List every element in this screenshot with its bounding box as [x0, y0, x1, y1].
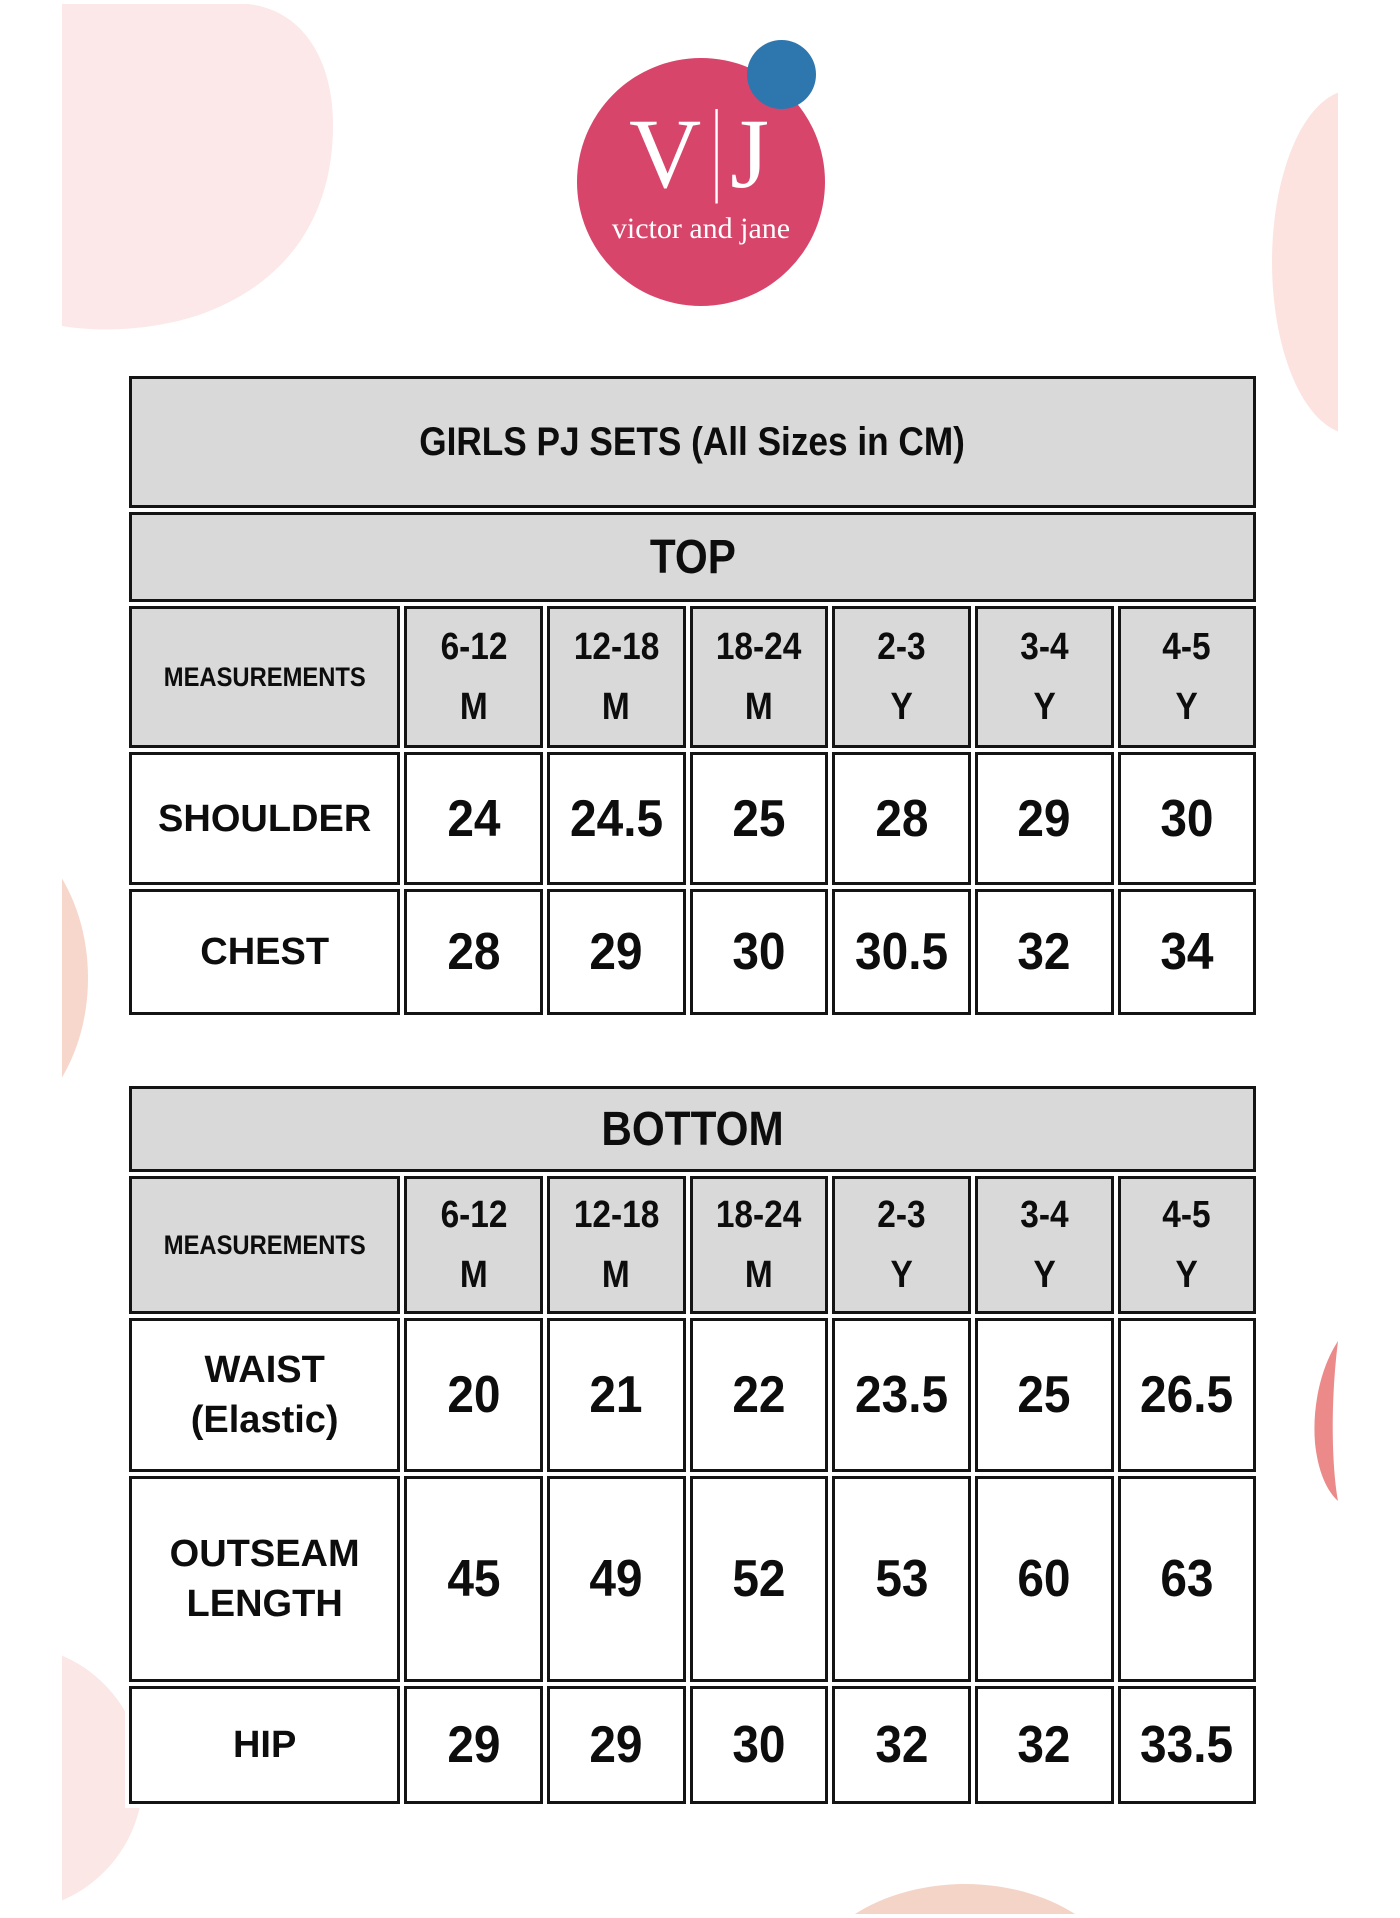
measurement-value: 33.5 [1140, 1716, 1234, 1774]
size-header-cell [547, 1176, 686, 1314]
measurement-value: 20 [447, 1366, 501, 1424]
section-header-bottom [129, 1086, 1256, 1172]
value-cell [1118, 1476, 1256, 1682]
row-label: WAIST [204, 1349, 325, 1391]
size-header-cell [1118, 606, 1256, 748]
measurement-value: 26.5 [1140, 1366, 1234, 1424]
section-header-top [129, 512, 1256, 602]
row-label-cell [129, 1476, 400, 1682]
decor-dome-bottom-icon [798, 1884, 1132, 1918]
logo-monogram-divider: | [712, 89, 724, 204]
measurement-value: 28 [874, 789, 929, 848]
measurement-value: 30 [732, 923, 786, 981]
measurement-value: 25 [732, 789, 786, 848]
row-sublabel: LENGTH [186, 1583, 343, 1625]
size-header-cell [832, 1176, 971, 1314]
value-cell [404, 889, 543, 1015]
row-label-cell [129, 1318, 400, 1472]
size-unit: Y [1033, 686, 1056, 728]
value-cell [832, 1686, 971, 1804]
size-unit: M [459, 1254, 488, 1296]
size-range: 4-5 [1162, 1194, 1211, 1236]
size-range: 3-4 [1020, 1194, 1069, 1236]
size-range: 2-3 [877, 1194, 926, 1236]
measurement-value: 22 [732, 1366, 786, 1424]
section-title: BOTTOM [601, 1102, 784, 1156]
measurement-value: 32 [1017, 923, 1071, 981]
measurements-label: MEASUREMENTS [163, 661, 366, 692]
measurement-value: 30 [732, 1716, 786, 1774]
value-cell [690, 1318, 829, 1472]
size-unit: Y [1175, 686, 1198, 728]
measurement-value: 24.5 [569, 789, 663, 848]
size-range: 12-18 [573, 626, 660, 668]
measurement-value: 30 [1160, 789, 1214, 848]
decor-crescent-right-red-icon [1314, 1341, 1338, 1501]
value-cell [547, 889, 686, 1015]
row-label-cell [129, 889, 400, 1015]
measurement-value: 23.5 [855, 1366, 949, 1424]
value-cell [690, 752, 829, 885]
chart-title-cell [129, 376, 1256, 508]
logo-monogram-left: V [629, 98, 706, 209]
measurement-value: 24 [447, 789, 501, 848]
value-cell [404, 1476, 543, 1682]
row-label: CHEST [200, 931, 330, 973]
measurement-value: 49 [589, 1550, 643, 1608]
size-header-cell [690, 606, 829, 748]
value-cell [832, 889, 971, 1015]
bottom-size-table [125, 1082, 1260, 1808]
value-cell [547, 752, 686, 885]
value-cell [1118, 1318, 1256, 1472]
measurement-value: 53 [874, 1550, 929, 1608]
measurement-value: 32 [1017, 1716, 1071, 1774]
size-range: 6-12 [440, 626, 508, 668]
measurement-value: 30.5 [855, 923, 949, 981]
value-cell [832, 1476, 971, 1682]
measurement-value: 29 [1017, 789, 1071, 848]
measurement-value: 32 [874, 1716, 929, 1774]
size-range: 18-24 [716, 1194, 802, 1236]
size-header-cell [690, 1176, 829, 1314]
size-unit: M [459, 686, 488, 728]
measurement-value: 21 [589, 1366, 643, 1424]
decor-circle-bottom-left-icon [0, 1645, 143, 1911]
measurement-value: 29 [589, 923, 643, 981]
size-range: 4-5 [1162, 626, 1211, 668]
decor-crescent-top-right-icon [1272, 90, 1400, 434]
logo-subtitle: victor and jane [611, 212, 791, 245]
value-cell [975, 1318, 1114, 1472]
row-sublabel: (Elastic) [190, 1399, 339, 1441]
measurement-value: 29 [447, 1716, 501, 1774]
value-cell [975, 752, 1114, 885]
value-cell [404, 1318, 543, 1472]
top-size-table [125, 372, 1260, 1019]
measurements-label: MEASUREMENTS [163, 1229, 366, 1260]
size-unit: M [744, 686, 773, 728]
measurements-header-cell [129, 606, 400, 748]
size-header-cell [975, 606, 1114, 748]
measurement-value: 29 [589, 1716, 643, 1774]
value-cell [832, 1318, 971, 1472]
row-label-cell [129, 752, 400, 885]
size-header-cell [1118, 1176, 1256, 1314]
value-cell [975, 1476, 1114, 1682]
size-range: 12-18 [573, 1194, 660, 1236]
size-unit: Y [1033, 1254, 1056, 1296]
size-header-cell [404, 1176, 543, 1314]
measurement-value: 52 [732, 1550, 786, 1608]
value-cell [690, 889, 829, 1015]
row-label: SHOULDER [158, 797, 372, 840]
logo-monogram [577, 89, 825, 209]
measurement-value: 34 [1160, 923, 1214, 981]
size-header-cell [832, 606, 971, 748]
logo-monogram-right: J [730, 98, 773, 209]
value-cell [547, 1686, 686, 1804]
row-label-cell [129, 1686, 400, 1804]
value-cell [547, 1318, 686, 1472]
size-unit: M [744, 1254, 773, 1296]
value-cell [690, 1476, 829, 1682]
size-header-cell [547, 606, 686, 748]
size-unit: Y [890, 1254, 913, 1296]
measurement-value: 60 [1017, 1550, 1071, 1608]
value-cell [975, 1686, 1114, 1804]
value-cell [547, 1476, 686, 1682]
size-unit: M [602, 1254, 631, 1296]
row-label: HIP [232, 1724, 297, 1766]
measurement-value: 63 [1160, 1550, 1214, 1608]
value-cell [975, 889, 1114, 1015]
size-range: 6-12 [440, 1194, 508, 1236]
size-unit: Y [890, 686, 913, 728]
size-range: 2-3 [877, 626, 926, 668]
size-header-cell [975, 1176, 1114, 1314]
row-label: OUTSEAM [169, 1533, 360, 1575]
value-cell [1118, 1686, 1256, 1804]
measurement-value: 25 [1017, 1366, 1071, 1424]
size-unit: Y [1175, 1254, 1198, 1296]
measurement-value: 45 [447, 1550, 501, 1608]
section-title: TOP [649, 530, 736, 584]
value-cell [832, 752, 971, 885]
size-header-cell [404, 606, 543, 748]
measurement-value: 28 [447, 923, 501, 981]
decor-blob-top-left-icon [62, 4, 333, 329]
size-range: 18-24 [716, 626, 802, 668]
decor-sliver-left-icon [0, 818, 88, 1138]
chart-title: GIRLS PJ SETS (All Sizes in CM) [419, 419, 966, 464]
size-unit: M [602, 686, 631, 728]
value-cell [404, 752, 543, 885]
value-cell [404, 1686, 543, 1804]
value-cell [1118, 889, 1256, 1015]
value-cell [1118, 752, 1256, 885]
size-range: 3-4 [1020, 626, 1069, 668]
measurements-header-cell [129, 1176, 400, 1314]
value-cell [690, 1686, 829, 1804]
